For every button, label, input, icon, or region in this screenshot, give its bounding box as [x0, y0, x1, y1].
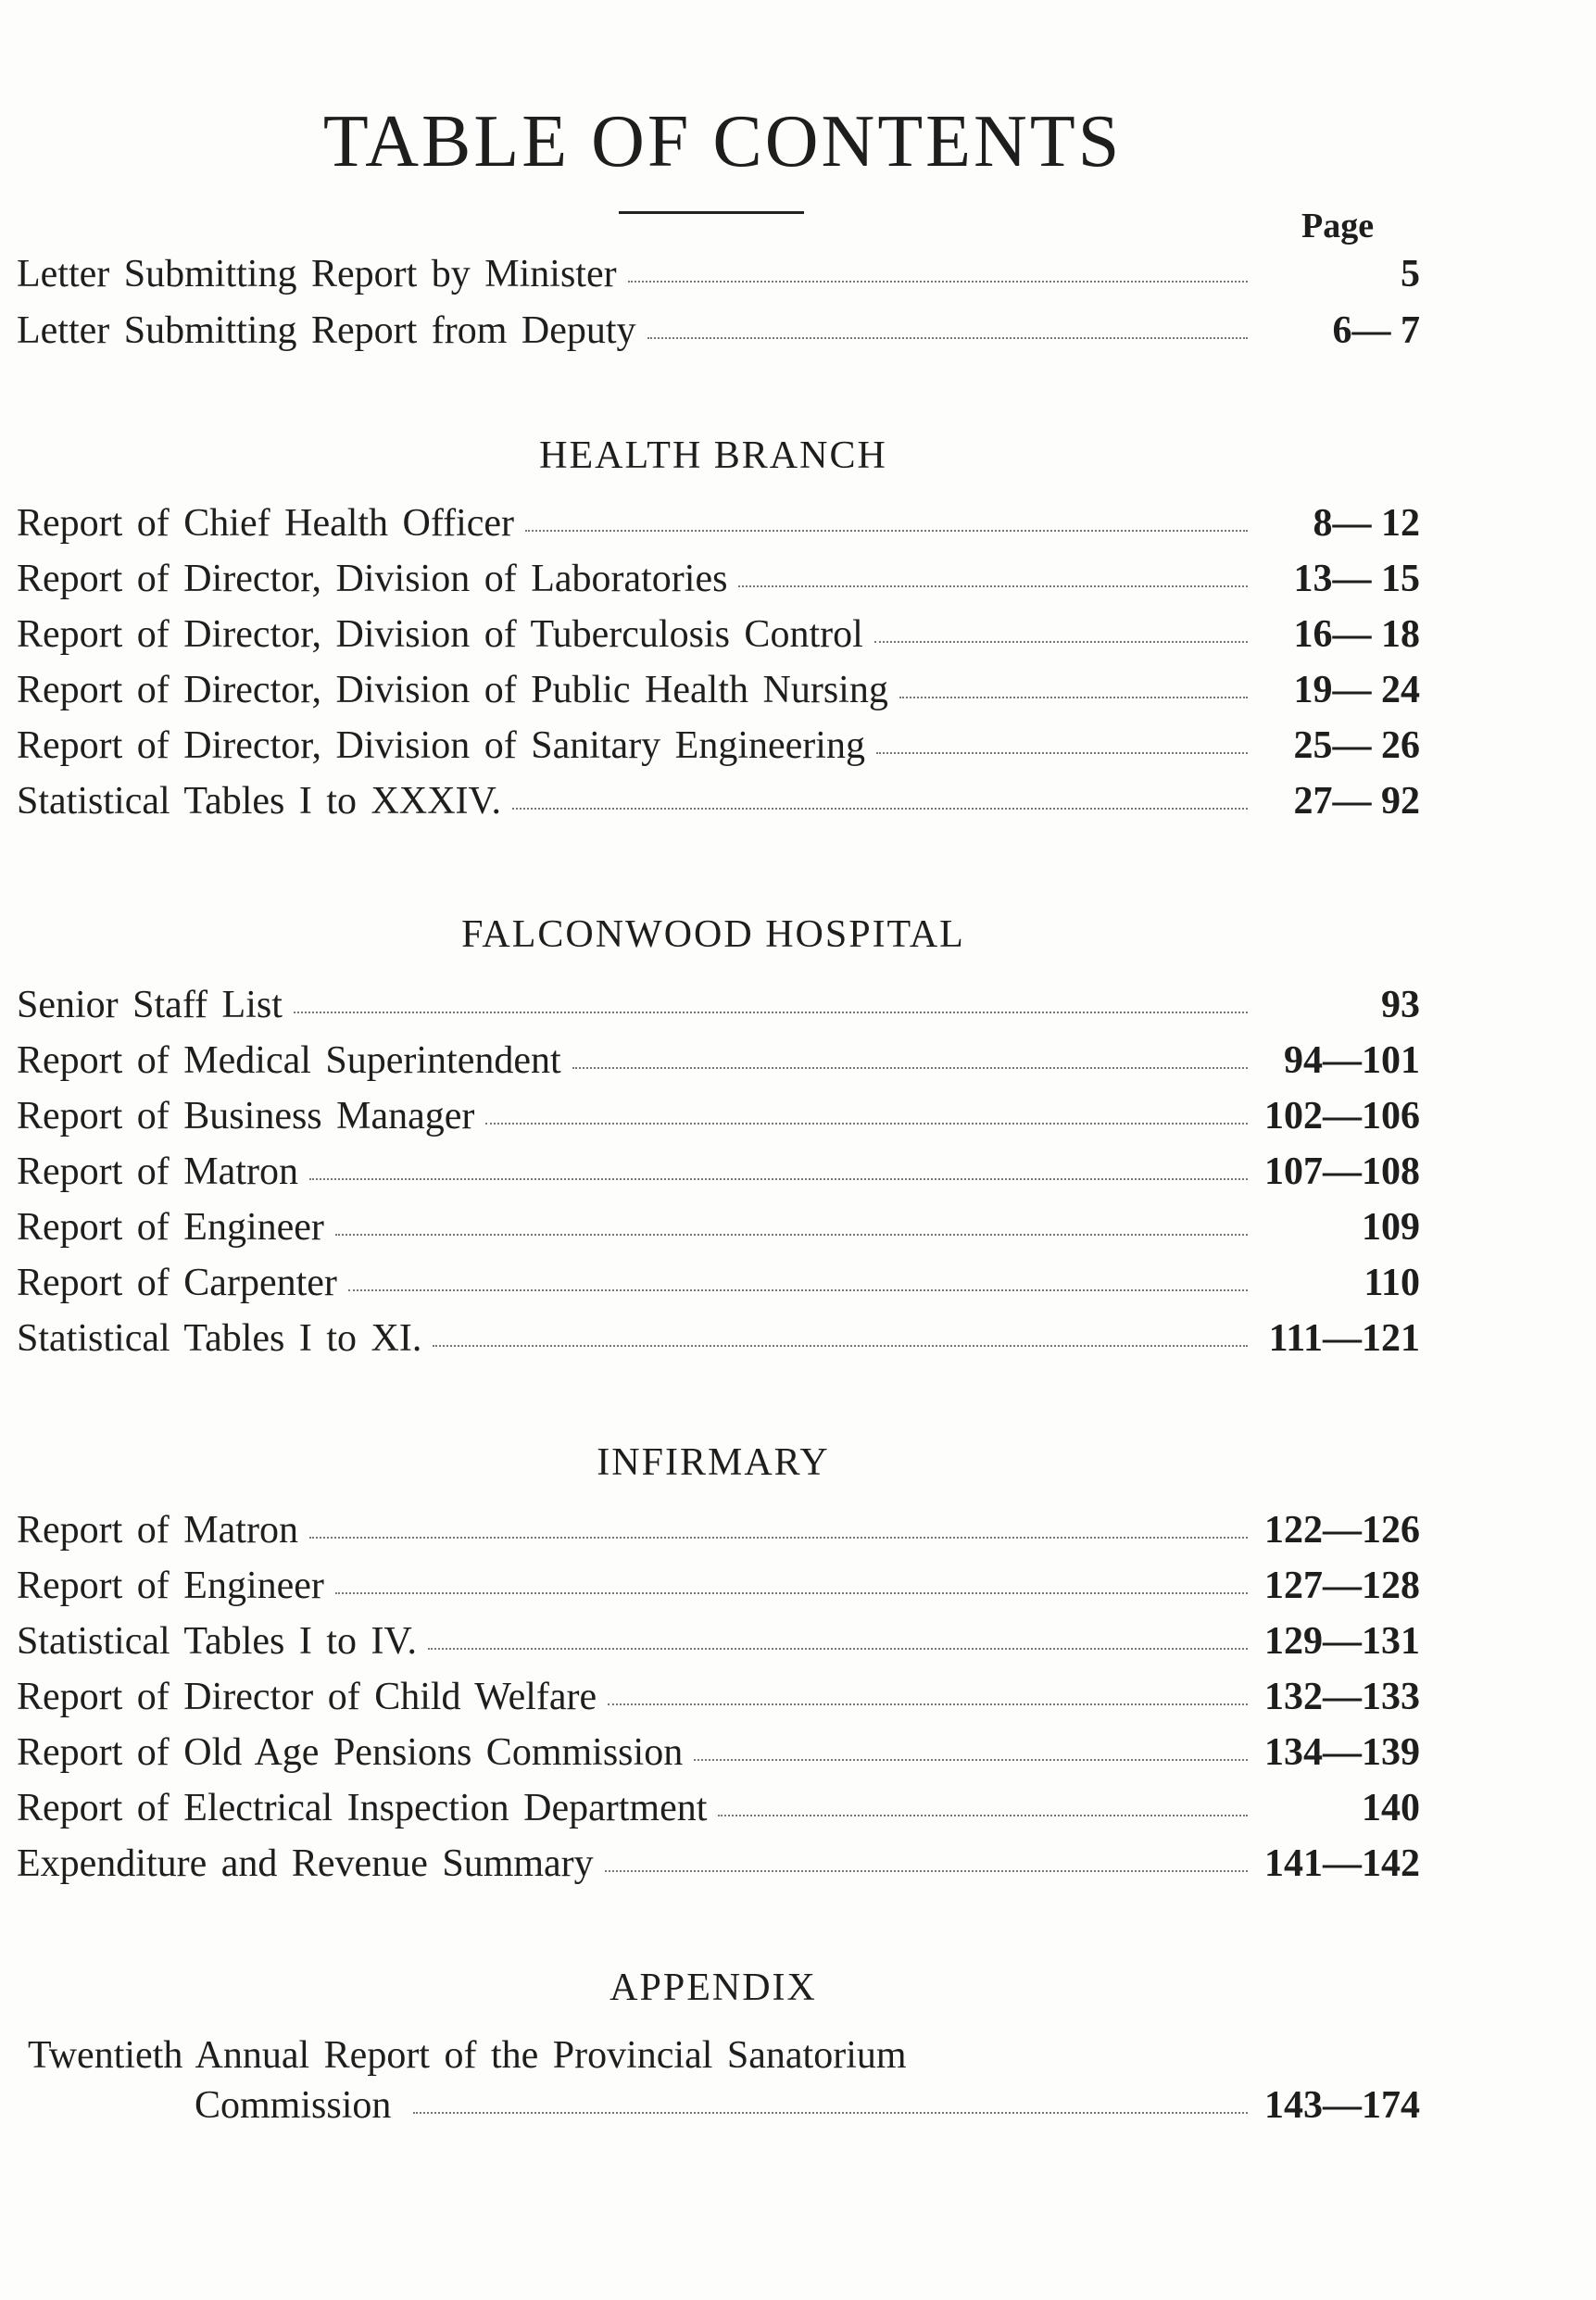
section-heading-appendix: APPENDIX [609, 1967, 817, 2009]
section-heading-falconwood-hospital: FALCONWOOD HOSPITAL [461, 913, 965, 956]
entry-pages: 122—126 [1264, 1509, 1420, 1552]
entry-pages: 27— 92 [1293, 780, 1420, 823]
entry-pages: 110 [1364, 1262, 1420, 1304]
entry-pages: 19— 24 [1293, 669, 1420, 711]
entry-label: Statistical Tables I to XXXIV. [17, 780, 501, 823]
entry-pages: 109 [1362, 1206, 1420, 1249]
toc-entry[interactable] [17, 1038, 1420, 1085]
toc-entry[interactable] [17, 308, 1420, 355]
entry-label: Letter Submitting Report by Minister [17, 253, 617, 295]
entry-label: Report of Matron [17, 1509, 298, 1552]
toc-entry[interactable] [17, 723, 1420, 770]
entry-pages: 140 [1362, 1787, 1420, 1829]
entry-label: Report of Old Age Pensions Commission [17, 1731, 684, 1774]
toc-entry[interactable] [17, 1094, 1420, 1140]
toc-entry[interactable] [17, 557, 1420, 603]
toc-entry[interactable] [17, 983, 1420, 1029]
entry-pages: 143—174 [1264, 2084, 1420, 2127]
entry-label: Report of Chief Health Officer [17, 502, 515, 545]
dot-leader [694, 1758, 1248, 1761]
section-heading-health-branch: HEALTH BRANCH [539, 434, 887, 477]
toc-entry[interactable] [17, 252, 1420, 298]
entry-label: Letter Submitting Report from Deputy [17, 309, 636, 352]
entry-label-line1: Twentieth Annual Report of the Provincial Sanatorium [28, 2034, 907, 2077]
toc-entry[interactable] [17, 1675, 1420, 1721]
toc-entry[interactable] [17, 612, 1420, 659]
dot-leader [485, 1122, 1248, 1125]
dot-leader [348, 1288, 1248, 1291]
toc-entry[interactable] [17, 1730, 1420, 1777]
toc-entry[interactable] [17, 1508, 1420, 1554]
entry-pages: 129—131 [1264, 1620, 1420, 1663]
entry-pages: 13— 15 [1293, 558, 1420, 600]
entry-pages: 134—139 [1264, 1731, 1420, 1774]
dot-leader [899, 696, 1248, 698]
entry-pages: 127—128 [1264, 1565, 1420, 1607]
entry-label: Statistical Tables I to XI. [17, 1317, 422, 1360]
toc-entry[interactable] [17, 1205, 1420, 1251]
toc-entry[interactable] [17, 1841, 1420, 1888]
section-heading-infirmary: INFIRMARY [597, 1441, 830, 1484]
entry-label: Report of Matron [17, 1150, 298, 1193]
entry-label: Report of Business Manager [17, 1095, 475, 1137]
toc-entry[interactable] [17, 1564, 1420, 1610]
entry-pages: 107—108 [1264, 1150, 1420, 1193]
dot-leader [335, 1233, 1248, 1236]
toc-entry[interactable] [17, 1261, 1420, 1307]
dot-leader [413, 2111, 1248, 2114]
entry-label-line2: Commission [195, 2084, 392, 2127]
entry-pages: 25— 26 [1293, 724, 1420, 767]
dot-leader [428, 1647, 1248, 1650]
entry-label: Report of Engineer [17, 1565, 324, 1607]
entry-label: Report of Carpenter [17, 1262, 337, 1304]
dot-leader [309, 1177, 1248, 1180]
dot-leader [512, 807, 1248, 810]
dot-leader [294, 1011, 1248, 1013]
dot-leader [628, 280, 1248, 283]
toc-entry[interactable] [17, 668, 1420, 714]
toc-entry[interactable] [17, 1316, 1420, 1363]
dot-leader [738, 584, 1248, 587]
dot-leader [876, 751, 1248, 754]
entry-pages: 111—121 [1268, 1317, 1420, 1360]
entry-label: Report of Director, Division of Laboratories [17, 558, 728, 600]
entry-label: Report of Director, Division of Public Health Nursing [17, 669, 888, 711]
toc-entry[interactable] [17, 1786, 1420, 1832]
entry-label: Report of Director, Division of Sanitary Engineering [17, 724, 865, 767]
dot-leader [647, 336, 1248, 339]
toc-entry[interactable] [17, 779, 1420, 825]
dot-leader [718, 1814, 1248, 1816]
entry-pages: 141—142 [1264, 1842, 1420, 1885]
entry-label: Report of Engineer [17, 1206, 324, 1249]
entry-label: Statistical Tables I to IV. [17, 1620, 417, 1663]
dot-leader [572, 1066, 1248, 1069]
toc-entry-appendix[interactable] [28, 2033, 1420, 2128]
dot-leader [608, 1703, 1248, 1705]
entry-label: Report of Medical Superintendent [17, 1039, 561, 1082]
toc-entry[interactable] [17, 1150, 1420, 1196]
entry-label: Report of Electrical Inspection Department [17, 1787, 708, 1829]
entry-pages: 16— 18 [1293, 613, 1420, 656]
entry-label: Expenditure and Revenue Summary [17, 1842, 594, 1885]
entry-pages: 5 [1401, 253, 1420, 295]
dot-leader [525, 529, 1248, 532]
entry-pages: 6— 7 [1332, 309, 1420, 352]
title-rule [619, 211, 804, 214]
entry-pages: 94—101 [1284, 1039, 1420, 1082]
dot-leader [605, 1869, 1248, 1872]
toc-entry[interactable] [17, 501, 1420, 547]
entry-label: Senior Staff List [17, 984, 283, 1026]
entry-pages: 8— 12 [1313, 502, 1420, 545]
toc-entry[interactable] [17, 1619, 1420, 1665]
page-column-header: Page [1301, 207, 1375, 245]
entry-label: Report of Director, Division of Tuberculosis Control [17, 613, 863, 656]
page-title: TABLE OF CONTENTS [322, 101, 1123, 182]
dot-leader [874, 640, 1248, 643]
dot-leader [309, 1536, 1248, 1539]
entry-label: Report of Director of Child Welfare [17, 1676, 597, 1718]
dot-leader [335, 1591, 1248, 1594]
dot-leader [433, 1344, 1248, 1347]
entry-pages: 102—106 [1264, 1095, 1420, 1137]
entry-pages: 93 [1381, 984, 1420, 1026]
entry-pages: 132—133 [1264, 1676, 1420, 1718]
